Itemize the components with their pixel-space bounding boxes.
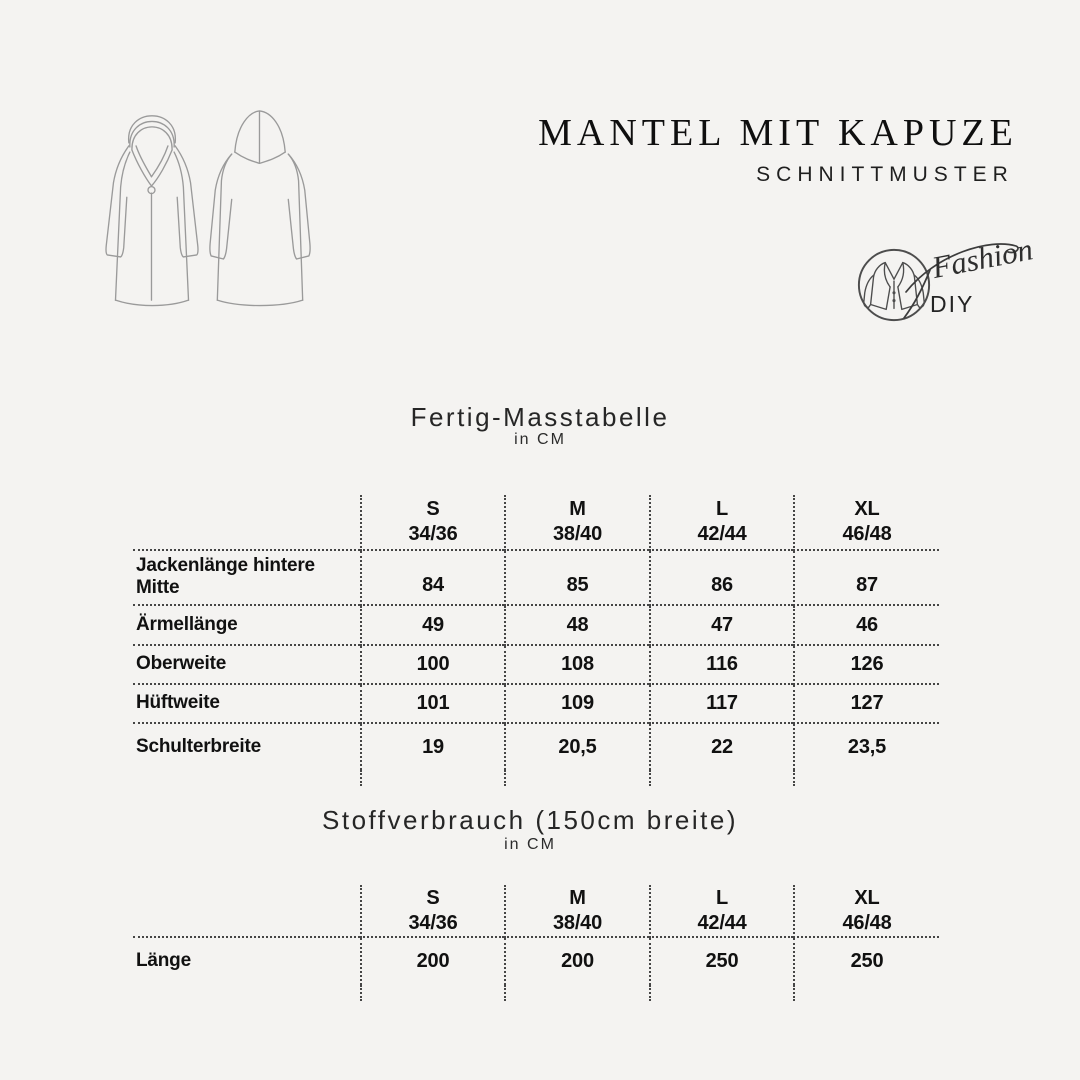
coat-front-sketch xyxy=(98,98,206,310)
table-cell: 85 xyxy=(504,551,649,606)
table-cell: 250 xyxy=(793,938,939,985)
size-table xyxy=(133,495,939,786)
size-col-m: M 38/40 xyxy=(504,885,649,938)
table-cell: 101 xyxy=(360,685,504,724)
table-cell: 126 xyxy=(793,646,939,685)
table-cell: 84 xyxy=(360,551,504,606)
grid-line-stub xyxy=(133,985,360,1001)
grid-line-stub xyxy=(504,985,649,1001)
size-table-title: Fertig-Masstabelle xyxy=(410,402,670,432)
logo-script-text: Fashion xyxy=(929,231,1036,286)
table-cell: 87 xyxy=(793,551,939,606)
size-col-m: M 38/40 xyxy=(504,495,649,551)
fabric-table-corner xyxy=(133,885,360,938)
grid-line-stub xyxy=(504,770,649,786)
row-label: Hüftweite xyxy=(133,685,360,724)
table-cell: 116 xyxy=(649,646,793,685)
table-cell: 108 xyxy=(504,646,649,685)
table-cell: 250 xyxy=(649,938,793,985)
fabric-table-unit: in CM xyxy=(504,836,556,853)
coat-illustration xyxy=(98,98,314,310)
size-col-l: L 42/44 xyxy=(649,885,793,938)
table-cell: 23,5 xyxy=(793,724,939,770)
table-cell: 200 xyxy=(360,938,504,985)
table-cell: 100 xyxy=(360,646,504,685)
grid-line-stub xyxy=(133,770,360,786)
table-cell: 49 xyxy=(360,606,504,646)
size-table-unit: in CM xyxy=(514,431,566,448)
table-cell: 86 xyxy=(649,551,793,606)
table-cell: 127 xyxy=(793,685,939,724)
grid-line-stub xyxy=(360,770,504,786)
fabric-table-title: Stoffverbrauch (150cm breite) xyxy=(322,805,738,835)
grid-line-stub xyxy=(793,770,939,786)
table-cell: 109 xyxy=(504,685,649,724)
page-title: MANTEL MIT KAPUZE xyxy=(538,112,1018,155)
grid-line-stub xyxy=(793,985,939,1001)
grid-line-stub xyxy=(360,985,504,1001)
row-label: Oberweite xyxy=(133,646,360,685)
row-label: Jackenlänge hintere Mitte xyxy=(133,551,360,606)
table-cell: 117 xyxy=(649,685,793,724)
size-col-xl: XL 46/48 xyxy=(793,495,939,551)
page-subtitle: SCHNITTMUSTER xyxy=(756,163,1014,186)
size-col-s: S 34/36 xyxy=(360,495,504,551)
table-cell: 48 xyxy=(504,606,649,646)
size-col-s: S 34/36 xyxy=(360,885,504,938)
table-cell: 200 xyxy=(504,938,649,985)
grid-line-stub xyxy=(649,985,793,1001)
table-cell: 19 xyxy=(360,724,504,770)
logo-sub-text: DIY xyxy=(930,291,975,317)
table-cell: 20,5 xyxy=(504,724,649,770)
fabric-table xyxy=(133,885,939,1001)
row-label: Schulterbreite xyxy=(136,735,261,757)
coat-back-sketch xyxy=(206,98,314,310)
row-label: Ärmellänge xyxy=(133,606,360,646)
size-col-l: L 42/44 xyxy=(649,495,793,551)
grid-line-stub xyxy=(649,770,793,786)
table-cell: 47 xyxy=(649,606,793,646)
table-cell: 46 xyxy=(793,606,939,646)
size-col-xl: XL 46/48 xyxy=(793,885,939,938)
row-label: Länge xyxy=(136,950,191,972)
size-table-corner xyxy=(133,495,360,551)
table-cell: 22 xyxy=(649,724,793,770)
